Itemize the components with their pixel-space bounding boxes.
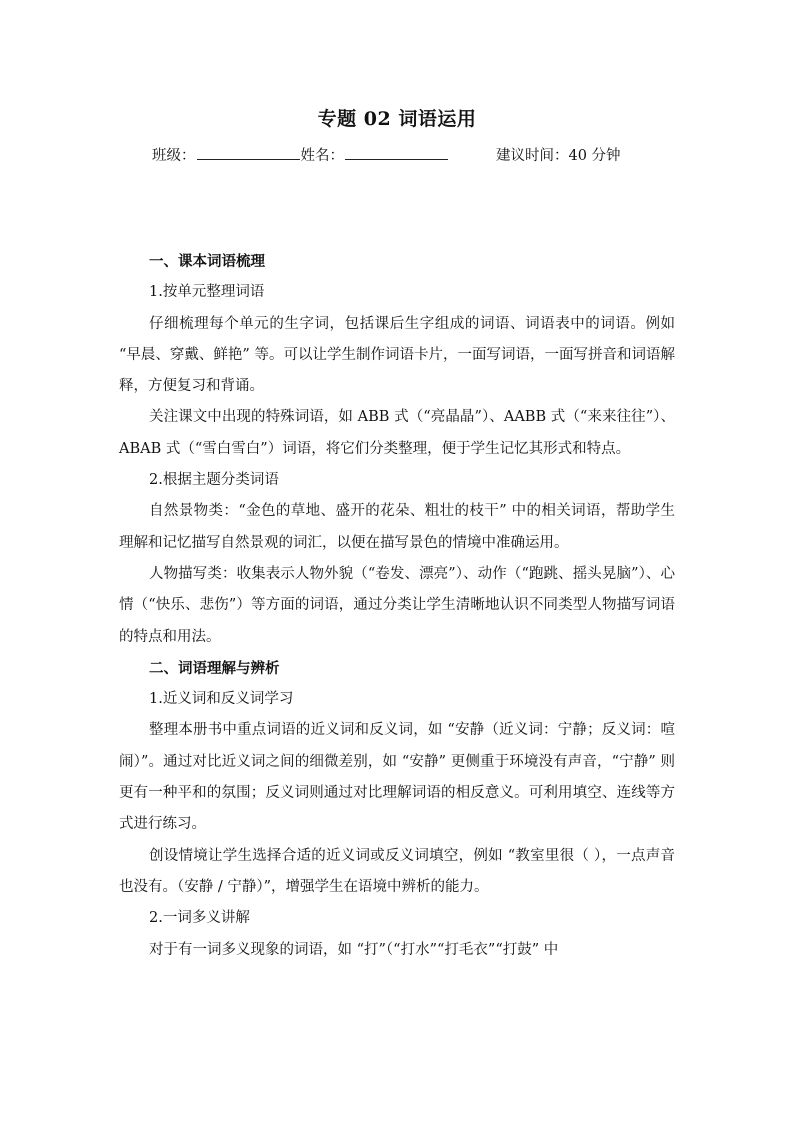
paragraph: 关注课文中出现的特殊词语，如 ABB 式（“亮晶晶”）、AABB 式（“来来往往”）、ABAB 式（“雪白雪白”）词语，将它们分类整理，便于学生记忆其形式和特点。: [119, 409, 675, 457]
paragraph: 整理本册书中重点词语的近义词和反义词，如 “安静（近义词：宁静；反义词：喧闹）”。通过对比近义词之间的细微差别，如 “安静” 更侧重于环境没有声音，“宁静” 则更有一种平和的氛围；反义词则通过对比理解词语的相反意义。可利用填空、连线等方式进行练习。: [119, 722, 675, 833]
time-label: 建议时间：40 分钟: [496, 148, 621, 164]
subsection-heading: 1.按单元整理词语: [149, 284, 265, 301]
subsection-heading: 2.一词多义讲解: [149, 910, 250, 927]
class-label: 班级：: [152, 148, 196, 164]
paragraph: 创设情境让学生选择合适的近义词或反义词填空，例如 “教室里很（ ），一点声音也没有。（安静 / 宁静）”，增强学生在语境中辨析的能力。: [119, 847, 675, 895]
paragraph: 人物描写类：收集表示人物外貌（“卷发、漂亮”）、动作（“跑跳、摇头晃脑”）、心情（“快乐、悲伤”）等方面的词语，通过分类让学生清晰地认识不同类型人物描写词语的特点和用法。: [119, 565, 675, 645]
subsection-heading: 2.根据主题分类词语: [149, 472, 279, 489]
paragraph: 自然景物类：“金色的草地、盛开的花朵、粗壮的枝干” 中的相关词语，帮助学生理解和记忆描写自然景观的词汇，以便在描写景色的情境中准确运用。: [119, 503, 675, 551]
section-heading: 二、词语理解与辨析: [149, 659, 280, 677]
name-label: 姓名：: [300, 148, 344, 164]
section-heading: 一、课本词语梳理: [149, 253, 265, 270]
page-title: 专题 02 词语运用: [317, 108, 477, 130]
class-blank[interactable]: [197, 144, 300, 160]
info-row: [152, 144, 621, 165]
subsection-heading: 1.近义词和反义词学习: [149, 691, 294, 708]
name-blank[interactable]: [345, 144, 448, 160]
document-body: [119, 246, 675, 966]
paragraph: 对于有一词多义现象的词语，如 “打”（“打水”“打毛衣”“打鼓” 中: [149, 941, 559, 958]
paragraph: 仔细梳理每个单元的生字词，包括课后生字组成的词语、词语表中的词语。例如 “早晨、穿戴、鲜艳” 等。可以让学生制作词语卡片，一面写词语，一面写拼音和词语解释，方便复习和背诵。: [119, 315, 675, 395]
